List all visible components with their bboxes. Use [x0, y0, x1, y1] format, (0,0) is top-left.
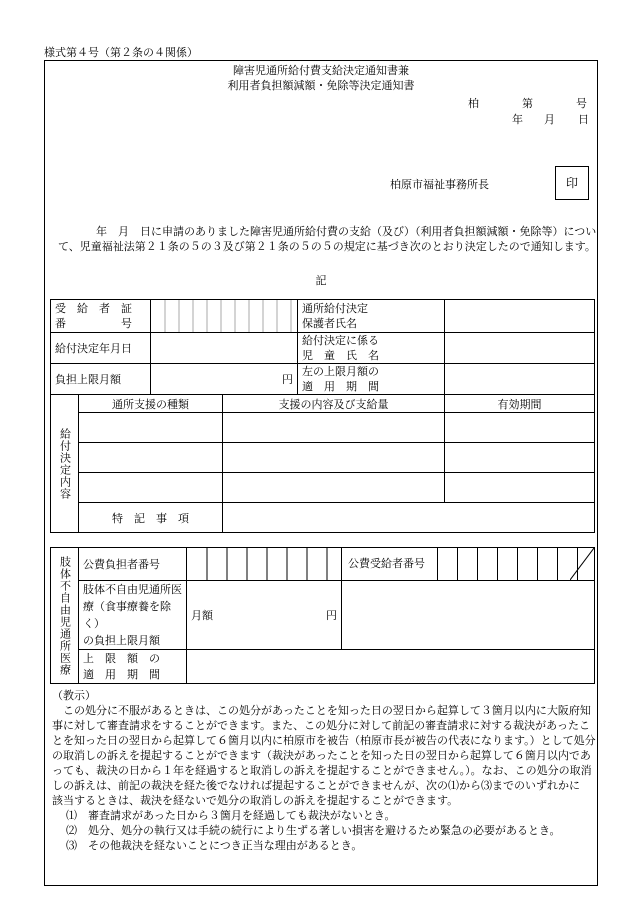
recipient-number-label: 受 給 者 証 番 号: [51, 300, 151, 333]
notice-item-3: ⑶ その他裁決を経ないことにつき正当な理由があるとき。: [66, 839, 363, 852]
child-name-label: 給付決定に係る 児 童 氏 名: [298, 333, 445, 364]
service-row-2-period[interactable]: [445, 443, 595, 473]
medical-cap-extra[interactable]: [342, 581, 595, 650]
notice-item-2: ⑵ 処分、処分の執行又は手続の続行により生ずる著しい損害を避けるため緊急の必要があるとき。: [66, 824, 561, 837]
notice-item-1: ⑴ 審査請求があった日から３箇月を経過しても裁決がないとき。: [66, 809, 396, 822]
notice-line-1: この処分に不服があるときは、この処分があったことを知った日の翌日から起算して３箇月以内に大阪府知: [52, 704, 591, 717]
service-row-1-period[interactable]: [445, 413, 595, 443]
form-number: 様式第４号（第２条の４関係）: [44, 46, 198, 59]
cap-period-label: 左の上限月額の 適 用 期 間: [298, 364, 445, 395]
slash-mark: [570, 548, 594, 580]
decision-date-field[interactable]: [151, 333, 298, 364]
medical-cap-field[interactable]: [187, 581, 342, 650]
decision-table: [50, 299, 595, 533]
service-row-3-content[interactable]: [223, 473, 445, 503]
intro-line-2: て、児童福祉法第２１条の５の３及び第２１条の５の５の規定に基づき次のとおり決定したので通知します。: [58, 240, 596, 253]
date-year: 年: [512, 113, 523, 126]
service-row-1-content[interactable]: [223, 413, 445, 443]
medical-table: [50, 547, 595, 684]
doc-number-mid: 第: [522, 97, 533, 110]
service-row-1-type[interactable]: [79, 413, 223, 443]
payer-number-label: 公費負担者番号: [79, 548, 187, 581]
date-day: 日: [578, 113, 589, 126]
col-content-amount: 支援の内容及び支給量: [223, 395, 445, 413]
notice-line-5: っても、裁決の日から１年を経過すると取消しの訴えを提起することができません。）。なお、この処分の取消: [52, 764, 592, 777]
recipient-number-block: [342, 548, 595, 581]
medical-side: 肢体不自由児通所医療: [51, 548, 79, 684]
service-row-2-type[interactable]: [79, 443, 223, 473]
notice-line-4: の取消しの訴えを提起することができます（裁決があったことを知った日の翌日から起算して６箇月以内であ: [52, 749, 591, 762]
title-line-1: 障害児通所給付費支給決定通知書兼: [233, 64, 409, 77]
medical-period-field[interactable]: [187, 650, 595, 684]
col-valid-period: 有効期間: [445, 395, 595, 413]
child-name-field[interactable]: [445, 333, 595, 364]
guardian-name-label: 通所給付決定 保護者氏名: [298, 300, 445, 333]
ki-heading: 記: [315, 274, 327, 287]
public-recipient-label: 公費受給者番号: [348, 557, 425, 570]
decision-content-side: 給付決定内容: [51, 395, 79, 533]
cap-amount-field[interactable]: [151, 364, 298, 395]
notice-line-6: しの訴えは、前記の裁決を経た後でなければ提起することができませんが、次の⑴から⑶までのいずれかに: [52, 779, 580, 792]
notice-heading: （教示）: [52, 689, 96, 702]
doc-number-suffix: 号: [576, 97, 587, 110]
notice-line-7: 該当するときは、裁決を経ないで処分の取消しの訴えを提起することができます。: [52, 794, 459, 807]
decision-date-label: 給付決定年月日: [51, 333, 151, 364]
service-row-3-type[interactable]: [79, 473, 223, 503]
remarks-label: 特 記 事 項: [79, 503, 223, 533]
notice-line-2: 事に対して審査請求をすることができます。また、この処分に対して前記の審査請求に対する裁決があったこ: [52, 719, 591, 732]
service-row-3-period[interactable]: [445, 473, 595, 503]
guardian-name-field[interactable]: [445, 300, 595, 333]
notice-line-3: とを知った日の翌日から起算して６箇月以内に柏原市を被告（柏原市長が被告の代表になります。）として処分: [52, 734, 596, 747]
cap-period-field[interactable]: [445, 364, 595, 395]
service-row-2-content[interactable]: [223, 443, 445, 473]
medical-period-label: 上 限 額 の 適 用 期 間: [79, 650, 187, 684]
doc-number-prefix: 柏: [468, 97, 479, 110]
date-month: 月: [544, 113, 555, 126]
cap-amount-label: 負担上限月額: [51, 364, 151, 395]
yen-unit: 円: [282, 373, 293, 386]
issuer-name: 柏原市福祉事務所長: [390, 178, 489, 191]
notice-section: [52, 688, 597, 853]
intro-line-1: 年 月 日に申請のありました障害児通所給付費の支給（及び）（利用者負担額減額・免除等）につい: [96, 225, 597, 238]
medical-cap-label: 肢体不自由児通所医 療（食事療養を除く） の負担上限月額: [79, 581, 187, 650]
col-service-type: 通所支援の種類: [79, 395, 223, 413]
seal-box: 印: [555, 166, 589, 200]
payer-number-cells[interactable]: [187, 548, 342, 581]
remarks-field[interactable]: [223, 503, 595, 533]
yen-unit-2: 円: [326, 609, 337, 622]
title-line-2: 利用者負担額減額・免除等決定通知書: [227, 79, 415, 92]
monthly-label: 月額: [191, 609, 213, 622]
recipient-number-cells[interactable]: [151, 300, 298, 333]
public-recipient-cells[interactable]: [437, 548, 594, 580]
